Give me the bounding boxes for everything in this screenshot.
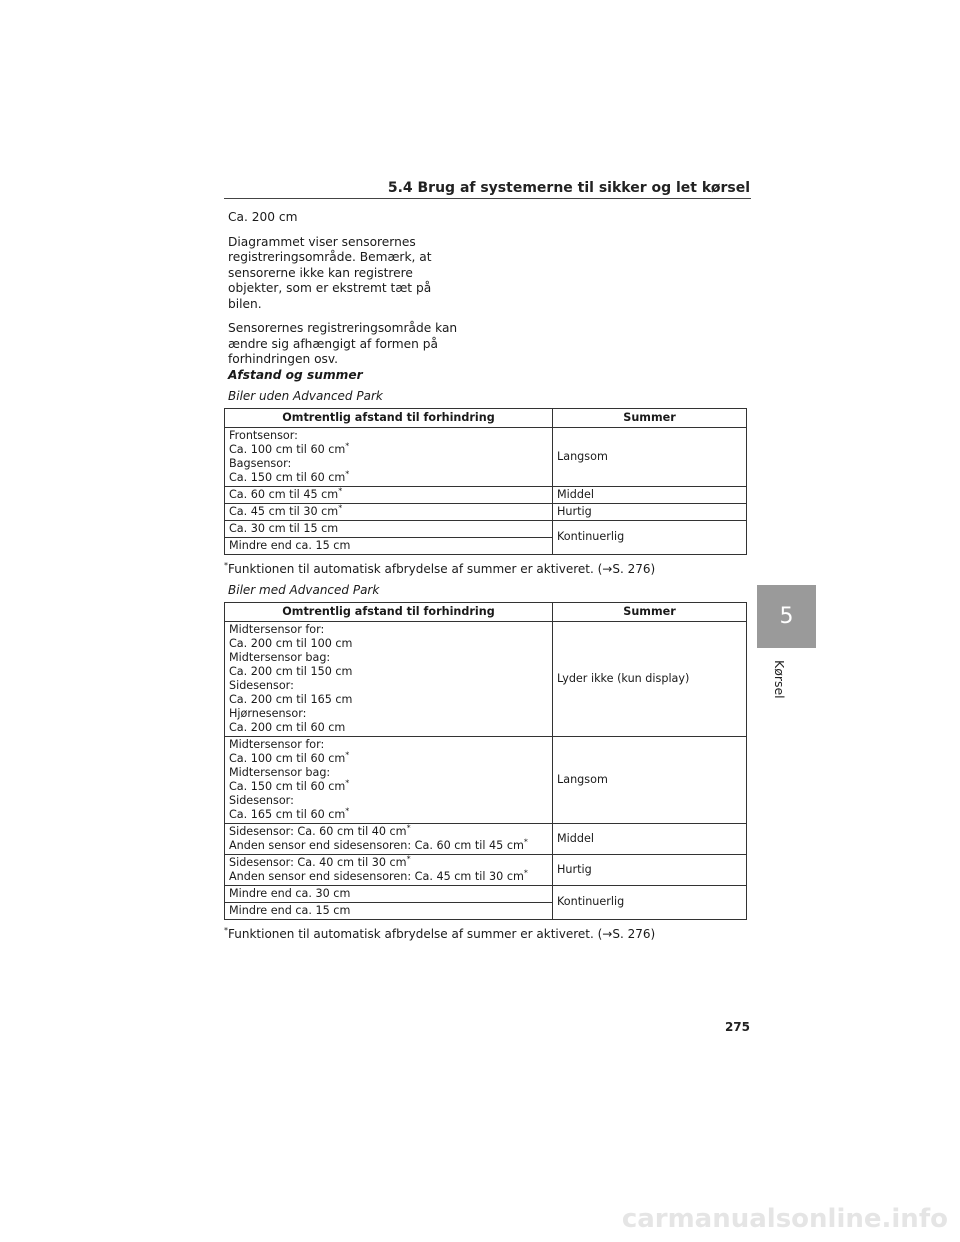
table1-caption: Biler uden Advanced Park xyxy=(228,389,383,403)
distance-cell xyxy=(225,427,553,486)
distance-line xyxy=(229,651,548,665)
distance-line xyxy=(229,502,548,519)
summer-cell: Langsom xyxy=(553,427,747,486)
distance-line xyxy=(229,777,548,794)
table2-footnote xyxy=(224,927,751,943)
distance-cell xyxy=(225,854,553,885)
footnote-marker: * xyxy=(224,925,228,935)
distance-text: Bagsensor: xyxy=(229,456,292,470)
table-row xyxy=(225,486,747,503)
table-row xyxy=(225,427,747,486)
distance-text: Ca. 200 cm til 60 cm xyxy=(229,720,346,734)
footnote-marker: * xyxy=(338,502,343,512)
summer-cell: Hurtig xyxy=(553,503,747,520)
distance-text: Midtersensor for: xyxy=(229,737,325,751)
distance-cell xyxy=(225,520,553,537)
distance-text: Sidesensor: Ca. 60 cm til 40 cm xyxy=(229,824,407,838)
column-header-distance: Omtrentlig afstand til forhindring xyxy=(225,602,553,621)
distance-cell xyxy=(225,902,553,919)
distance-line xyxy=(229,749,548,766)
distance-text: Ca. 200 cm til 100 cm xyxy=(229,636,353,650)
chapter-number: 5 xyxy=(779,604,794,629)
intro-paragraph-2: Sensorernes registreringsområde kan ændre sig afhængigt af formen på forhindringen osv. xyxy=(228,321,458,366)
distance-line xyxy=(229,623,548,637)
intro-paragraph-1: Diagrammet viser sensorernes registreringsområde. Bemærk, at sensorerne ikke kan registrere objekter, som er ekstremt tæt på bilen. xyxy=(228,234,432,311)
footnote-marker: * xyxy=(338,485,343,495)
table1-footnote xyxy=(224,562,751,578)
distance-line xyxy=(229,679,548,693)
distance-line xyxy=(229,693,548,707)
distance-text: Ca. 200 cm til 165 cm xyxy=(229,692,353,706)
table-without-advanced-park xyxy=(224,408,747,555)
footnote-marker: * xyxy=(406,853,411,863)
distance-line xyxy=(229,539,548,553)
distance-cell xyxy=(225,486,553,503)
summer-cell: Lyder ikke (kun display) xyxy=(553,621,747,736)
watermark: carmanualsonline.info xyxy=(621,1204,948,1234)
distance-text: Mindre end ca. 30 cm xyxy=(229,886,351,900)
distance-cell xyxy=(225,736,553,823)
chapter-tab[interactable] xyxy=(757,585,816,648)
distance-text: Ca. 45 cm til 30 cm xyxy=(229,504,339,518)
footnote-marker: * xyxy=(406,822,411,832)
distance-text: Ca. 100 cm til 60 cm xyxy=(229,442,346,456)
distance-text: Mindre end ca. 15 cm xyxy=(229,538,351,552)
distance-line xyxy=(229,766,548,780)
footnote-marker: * xyxy=(345,777,350,787)
distance-text: Sidesensor: Ca. 40 cm til 30 cm xyxy=(229,855,407,869)
footnote-marker: * xyxy=(345,468,350,478)
distance-line xyxy=(229,721,548,735)
distance-line xyxy=(229,707,548,721)
distance-cell xyxy=(225,537,553,554)
footnote-marker: * xyxy=(224,560,228,570)
distance-line xyxy=(229,836,548,853)
distance-text: Ca. 165 cm til 60 cm xyxy=(229,807,346,821)
distance-line xyxy=(229,429,548,443)
summer-cell: Kontinuerlig xyxy=(553,885,747,919)
distance-line xyxy=(229,468,548,485)
summer-cell: Middel xyxy=(553,486,747,503)
footnote-marker: * xyxy=(345,440,350,450)
distance-line xyxy=(229,794,548,808)
distance-line xyxy=(229,853,548,870)
footnote-text: Funktionen til automatisk afbrydelse af summer er aktiveret. (→S. 276) xyxy=(228,561,656,576)
footnote-text: Funktionen til automatisk afbrydelse af summer er aktiveret. (→S. 276) xyxy=(228,926,656,941)
distance-text: Ca. 100 cm til 60 cm xyxy=(229,751,346,765)
table-row xyxy=(225,503,747,520)
distance-line xyxy=(229,887,548,901)
table-row xyxy=(225,520,747,537)
distance-line xyxy=(229,665,548,679)
table-row xyxy=(225,736,747,823)
distance-line xyxy=(229,867,548,884)
distance-text: Ca. 150 cm til 60 cm xyxy=(229,470,346,484)
distance-cell xyxy=(225,503,553,520)
distance-text: Midtersensor bag: xyxy=(229,765,331,779)
distance-line xyxy=(229,637,548,651)
distance-line xyxy=(229,904,548,918)
footnote-marker: * xyxy=(523,867,528,877)
summer-cell: Hurtig xyxy=(553,854,747,885)
distance-line xyxy=(229,738,548,752)
distance-text: Frontsensor: xyxy=(229,428,298,442)
summer-cell: Middel xyxy=(553,823,747,854)
column-header-summer: Summer xyxy=(553,602,747,621)
table-row xyxy=(225,854,747,885)
distance-text: Midtersensor bag: xyxy=(229,650,331,664)
distance-text: Hjørnesensor: xyxy=(229,706,307,720)
distance-cell xyxy=(225,885,553,902)
distance-text: Anden sensor end sidesensoren: Ca. 45 cm til 30 cm xyxy=(229,869,524,883)
footnote-marker: * xyxy=(523,836,528,846)
distance-text: Anden sensor end sidesensoren: Ca. 60 cm til 45 cm xyxy=(229,838,524,852)
distance-line xyxy=(229,805,548,822)
distance-text: Midtersensor for: xyxy=(229,622,325,636)
table-row xyxy=(225,823,747,854)
distance-line xyxy=(229,522,548,536)
sub-heading: Afstand og summer xyxy=(228,367,363,382)
table-header-row xyxy=(225,408,747,427)
distance-line xyxy=(229,457,548,471)
table-with-advanced-park xyxy=(224,602,747,920)
distance-text: Mindre end ca. 15 cm xyxy=(229,903,351,917)
table-row xyxy=(225,885,747,902)
distance-text: Ca. 60 cm til 45 cm xyxy=(229,487,339,501)
distance-line xyxy=(229,822,548,839)
distance-text: Ca. 150 cm til 60 cm xyxy=(229,779,346,793)
header-divider xyxy=(224,198,751,199)
page-content xyxy=(224,210,751,948)
distance-text: Sidesensor: xyxy=(229,678,294,692)
footnote-marker: * xyxy=(345,749,350,759)
summer-cell: Kontinuerlig xyxy=(553,520,747,554)
distance-cell xyxy=(225,823,553,854)
distance-line xyxy=(229,440,548,457)
column-header-distance: Omtrentlig afstand til forhindring xyxy=(225,408,553,427)
footnote-marker: * xyxy=(345,805,350,815)
chapter-label: Kørsel xyxy=(772,660,787,699)
table-row xyxy=(225,621,747,736)
distance-text: Ca. 30 cm til 15 cm xyxy=(229,521,339,535)
distance-cell xyxy=(225,621,553,736)
distance-text: Ca. 200 cm til 150 cm xyxy=(229,664,353,678)
table2-caption: Biler med Advanced Park xyxy=(228,583,380,597)
page-number: 275 xyxy=(724,1020,750,1034)
summer-cell: Langsom xyxy=(553,736,747,823)
table-header-row xyxy=(225,602,747,621)
distance-text: Sidesensor: xyxy=(229,793,294,807)
distance-line xyxy=(229,485,548,502)
section-title: 5.4 Brug af systemerne til sikker og let kørsel xyxy=(387,180,750,196)
intro-distance: Ca. 200 cm xyxy=(228,210,298,224)
column-header-summer: Summer xyxy=(553,408,747,427)
